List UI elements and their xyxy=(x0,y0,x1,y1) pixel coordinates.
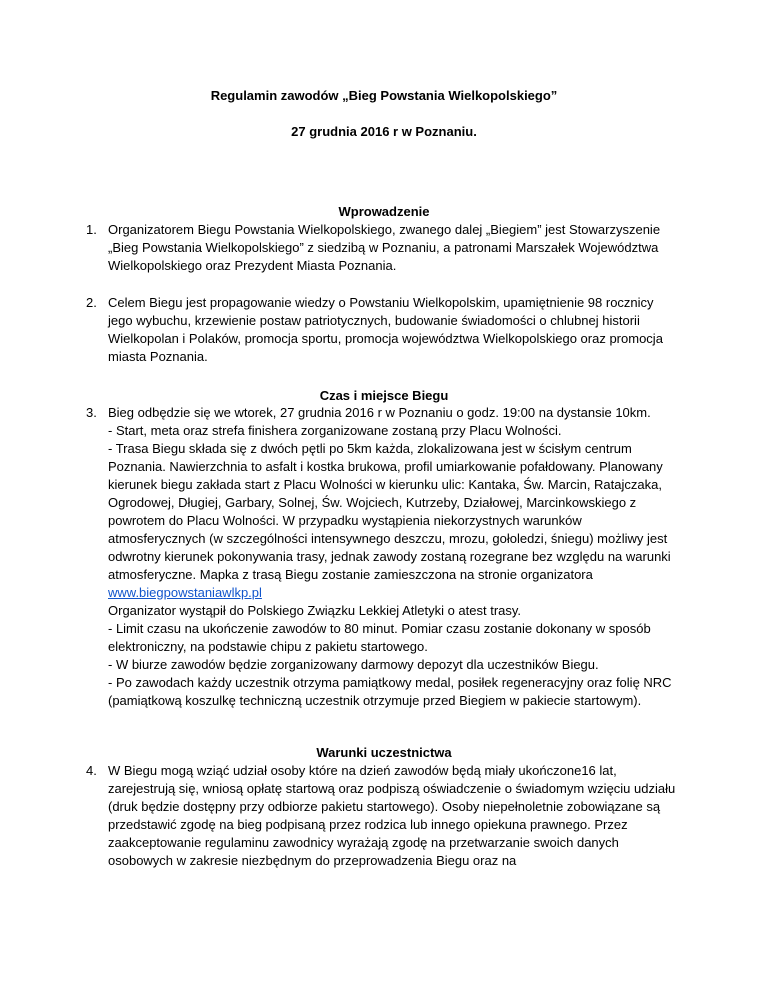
list-item-number: 2. xyxy=(86,295,97,310)
list-item-4 xyxy=(86,762,678,870)
list-item-start-line: - Start, meta oraz strefa finishera zorganizowane zostaną przy Placu Wolności. xyxy=(108,423,562,438)
list-item-number: 3. xyxy=(86,405,97,420)
route-text: - Trasa Biegu składa się z dwóch pętli po 5km każda, zlokalizowana jest w ścisłym centrum Poznania. Nawierzchnia to asfalt i kostka brukowa, profil umiarkowanie pofałdowany. Planowany kierunek biegu zakłada start z Placu Wolności w kierunku ulic: Kantaka, Św. Marcin, Ratajczaka, Ogrodowej, Długiej, Garbary, Solnej, Św. Wojciech, Kutrzeby, Działowej, Marcinkowskiego z powrotem do Placu Wolności. W przypadku wystąpienia niekorzystnych warunków atmosferycznych (w szczególności intensywnego deszczu, mrozu, gołoledzi, śniegu) możliwy jest odwrotny kierunek pokonywania trasy, jednak zawody zostaną rozegrane bez względu na warunki atmosferyczne. Mapka z trasą Biegu zostanie zamieszczona na stronie organizatora xyxy=(108,441,671,582)
document-subtitle: 27 grudnia 2016 r w Poznaniu. xyxy=(291,124,477,139)
list-item-limit-line: - Limit czasu na ukończenie zawodów to 80 minut. Pomiar czasu zostanie dokonany w sposób elektroniczny, na podstawie chipu z pakietu startowego. xyxy=(108,621,651,654)
list-item-depozyt-line: - W biurze zawodów będzie zorganizowany darmowy depozyt dla uczestników Biegu. xyxy=(108,657,599,672)
list-item-number: 4. xyxy=(86,763,97,778)
list-item-medal-line: - Po zawodach każdy uczestnik otrzyma pamiątkowy medal, posiłek regeneracyjny oraz folię NRC (pamiątkową koszulkę techniczną uczestnik otrzymuje przed Biegiem w pakiecie startowym). xyxy=(108,675,672,708)
section-heading-introduction: Wprowadzenie xyxy=(338,204,430,219)
list-item-number: 1. xyxy=(86,222,97,237)
list-item-3 xyxy=(86,404,678,710)
list-item-2 xyxy=(86,294,678,366)
document-title: Regulamin zawodów „Bieg Powstania Wielkopolskiego” xyxy=(210,88,558,103)
list-item-1 xyxy=(86,221,678,275)
list-item-text: Celem Biegu jest propagowanie wiedzy o Powstaniu Wielkopolskim, upamiętnienie 98 rocznicy jego wybuchu, krzewienie postaw patriotycznych, budowanie świadomości o chlubnej historii Wielkopolan i Polaków, promocja sportu, promocja województwa Wielkopolskiego oraz promocja miasta Poznania. xyxy=(108,295,663,364)
list-item-route-line xyxy=(108,440,678,602)
organizer-website-link[interactable]: www.biegpowstaniawlkp.pl xyxy=(108,585,262,600)
section-heading-time-place: Czas i miejsce Biegu xyxy=(319,388,449,403)
list-item-text: W Biegu mogą wziąć udział osoby które na dzień zawodów będą miały ukończone16 lat, zarejestrują się, wniosą opłatę startową oraz podpiszą oświadczenie o świadomym wzięciu udziału (druk będzie dostępny przy odbiorze pakietu startowego). Osoby niepełnoletnie zobowiązane są przedstawić zgodę na bieg podpisaną przez rodzica lub innego opiekuna prawnego. Przez zaakceptowanie regulaminu zawodnicy wyrażają zgodę na przetwarzanie swoich danych osobowych w zakresie niezbędnym do przeprowadzenia Biegu oraz na xyxy=(108,763,676,868)
list-item-atest-line: Organizator wystąpił do Polskiego Związku Lekkiej Atletyki o atest trasy. xyxy=(108,603,522,618)
section-heading-participation: Warunki uczestnictwa xyxy=(316,745,452,760)
list-item-intro: Bieg odbędzie się we wtorek, 27 grudnia 2016 r w Poznaniu o godz. 19:00 na dystansie 10km. xyxy=(108,405,651,420)
list-item-text: Organizatorem Biegu Powstania Wielkopolskiego, zwanego dalej „Biegiem” jest Stowarzyszenie „Bieg Powstania Wielkopolskiego” z siedzibą w Poznaniu, a patronami Marszałek Województwa Wielkopolskiego oraz Prezydent Miasta Poznania. xyxy=(108,222,661,273)
